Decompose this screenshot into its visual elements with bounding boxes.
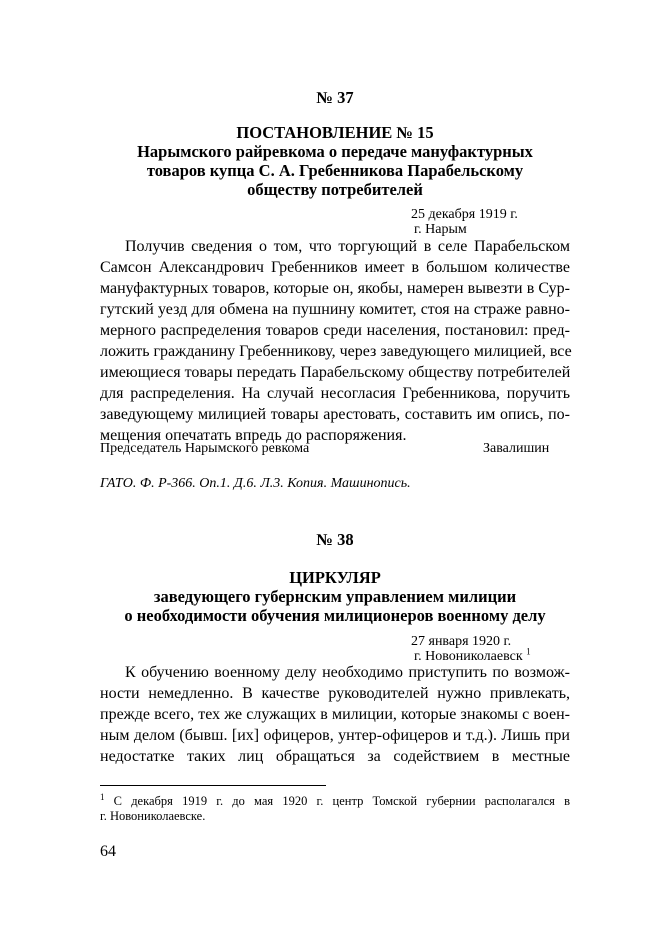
footnote bbox=[100, 791, 570, 824]
doc38-body-line: ности немедленно. В качестве руководителей нужно привлекать, bbox=[100, 685, 570, 702]
doc37-signature-name: Завалишин bbox=[483, 441, 550, 456]
doc37-body-line: гутский уезд для обмена на пушнину комитет, стоя на страже равно- bbox=[100, 301, 570, 318]
doc38-body-line: К обучению военному делу необходимо приступить по возмож- bbox=[125, 664, 570, 681]
doc37-body-line: для распределения. На случай несогласия Гребенникова, поручить bbox=[100, 385, 570, 402]
doc37-place: г. Нарым bbox=[414, 222, 467, 237]
doc37-subtitle-line-2: товаров купца С. А. Гребенникова Парабельскому bbox=[146, 161, 524, 180]
doc37-date-block bbox=[411, 207, 518, 237]
footnote-reference: 1 bbox=[526, 646, 531, 657]
doc37-subtitle-line-1: Нарымского райревкома о передаче мануфактурных bbox=[137, 142, 533, 161]
doc38-body-line: недостатке таких лиц обращаться за содействием в местные bbox=[100, 748, 570, 765]
doc37-signature-title: Председатель Нарымского ревкома bbox=[100, 441, 310, 456]
doc38-body-line: ным делом (бывш. [их] офицеров, унтер-офицеров и т.д.). Лишь при bbox=[100, 727, 570, 744]
doc37-subtitle-line-3: обществу потребителей bbox=[247, 180, 423, 199]
doc37-body-line: имеющиеся товары передать Парабельскому обществу потребителей bbox=[100, 364, 571, 381]
doc38-date-block bbox=[411, 634, 531, 664]
doc37-body-line: мануфактурных товаров, которые он, якобы, намерен вывезти в Сур- bbox=[100, 280, 570, 297]
doc38-number: № 38 bbox=[316, 530, 354, 549]
doc38-body-line: прежде всего, тех же служащих в милиции, которые знакомы с воен- bbox=[100, 706, 570, 723]
doc38-subtitle-line-2: о необходимости обучения милиционеров военному делу bbox=[124, 606, 546, 625]
footnote-marker: 1 bbox=[100, 791, 105, 802]
doc37-body-line: мерного распределения товаров среди населения, постановил: пред- bbox=[100, 322, 570, 339]
doc37-body bbox=[100, 236, 570, 446]
doc37-archive-reference: ГАТО. Ф. Р-366. Оп.1. Д.6. Л.3. Копия. Машинопись. bbox=[100, 476, 411, 491]
doc37-date: 25 декабря 1919 г. bbox=[411, 207, 518, 222]
doc37-body-line: ложить гражданину Гребенникову, через заведующего милицией, все bbox=[100, 343, 572, 360]
doc38-date: 27 января 1920 г. bbox=[411, 634, 512, 649]
doc38-subtitle-line-1: заведующего губернским управлением милиции bbox=[153, 587, 517, 606]
doc37-number: № 37 bbox=[316, 88, 354, 107]
doc37-type: ПОСТАНОВЛЕНИЕ № 15 bbox=[236, 123, 434, 142]
footnote-text-1: С декабря 1919 г. до мая 1920 г. центр Томской губернии располагался в bbox=[104, 794, 570, 808]
doc38-body bbox=[100, 662, 570, 767]
doc37-body-line: мещения опечатать впредь до распоряжения. bbox=[100, 427, 407, 444]
footnote-text-2: г. Новониколаевске. bbox=[100, 809, 206, 823]
doc38-place: г. Новониколаевск bbox=[414, 649, 523, 664]
doc38-type: ЦИРКУЛЯР bbox=[289, 568, 381, 587]
footnote-line-1 bbox=[100, 791, 570, 809]
doc37-body-line: Получив сведения о том, что торгующий в селе Парабельском bbox=[125, 238, 570, 255]
page-number: 64 bbox=[100, 843, 116, 860]
footnote-divider bbox=[100, 785, 326, 786]
doc37-body-line: Самсон Александрович Гребенников имеет в большом количестве bbox=[100, 259, 570, 276]
doc37-body-line: заведующему милицией товары арестовать, составить им опись, по- bbox=[100, 406, 570, 423]
